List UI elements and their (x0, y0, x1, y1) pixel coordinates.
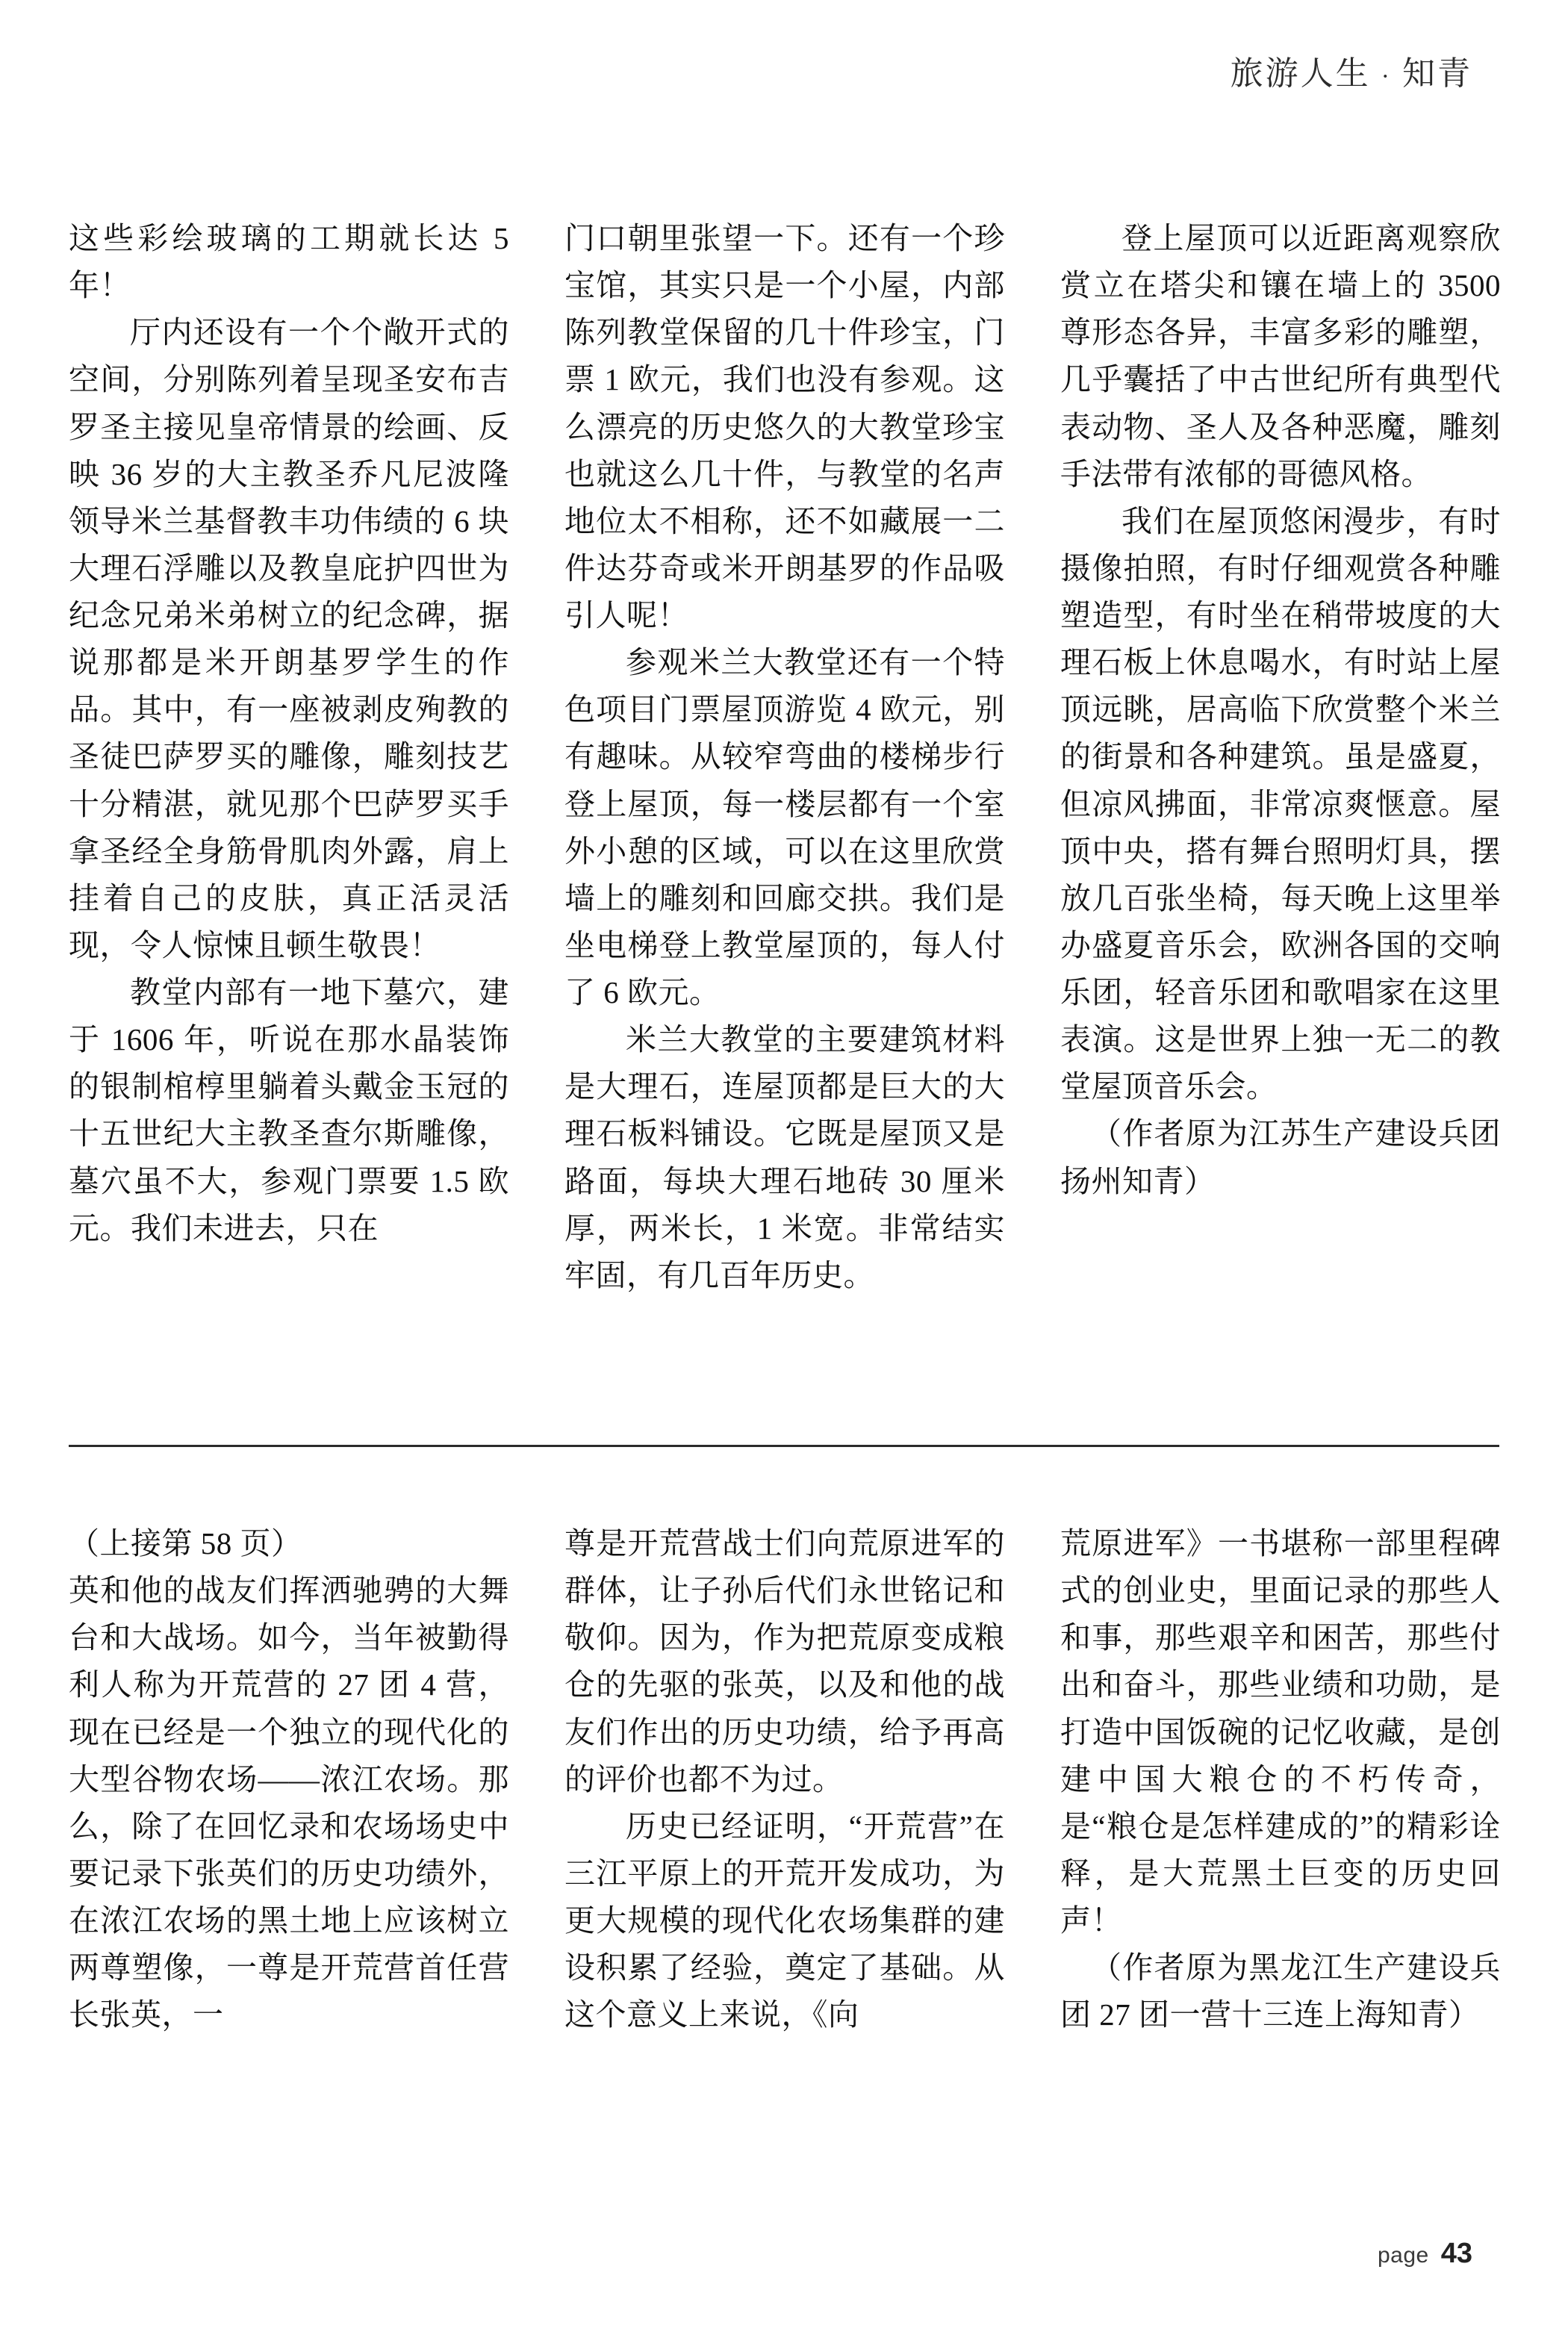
author-note: （作者原为江苏生产建设兵团扬州知青） (1060, 1116, 1501, 1198)
column-group-top (69, 215, 1499, 1299)
page-number: 43 (1440, 2238, 1472, 2269)
paragraph: 教堂内部有一地下墓穴，建于 1606 年，听说在那水晶装饰的银制棺椁里躺着头戴金玉冠的十五世纪大主教圣查尔斯雕像，墓穴虽不大，参观门票要 1.5 欧元。我们未进去，只在 (69, 975, 509, 1245)
page-label: page (1377, 2243, 1429, 2268)
paragraph: 尊是开荒营战士们向荒原进军的群体，让子孙后代们永世铭记和敬仰。因为，作为把荒原变成粮仓的先驱的张英，以及和他的战友们作出的历史功绩，给予再高的评价也都不为过。 (564, 1526, 1005, 1796)
author-note: （作者原为黑龙江生产建设兵团 27 团一营十三连上海知青） (1060, 1950, 1501, 2032)
paragraph: 历史已经证明，“开荒营”在三江平原上的开荒开发成功，为更大规模的现代化农场集群的建设积累了经验，奠定了基础。从这个意义上来说，《向 (564, 1808, 1005, 2032)
column-1 (69, 215, 509, 1299)
column-2 (564, 1520, 1005, 2038)
paragraph: 厅内还设有一个个敞开式的空间，分别陈列着呈现圣安布吉罗圣主接见皇帝情景的绘画、反映 36 岁的大主教圣乔凡尼波隆领导米兰基督教丰功伟绩的 6 块大理石浮雕以及教皇庇护四世为纪念兄弟米弟树立的纪念碑，据说那都是米开朗基罗学生的作品。其中，有一座被剥皮殉教的圣徒巴萨罗买的雕像，雕刻技艺十分精湛，就见那个巴萨罗买手拿圣经全身筋骨肌肉外露，肩上挂着自己的皮肤，真正活灵活现，令人惊悚且顿生敬畏！ (69, 315, 509, 962)
paragraph: 参观米兰大教堂还有一个特色项目门票屋顶游览 4 欧元，别有趣味。从较窄弯曲的楼梯步行登上屋顶，每一楼层都有一个室外小憩的区域，可以在这里欣赏墙上的雕刻和回廊交拱。我们是坐电梯登上教堂屋顶的，每人付了 6 欧元。 (564, 645, 1005, 1009)
paragraph: 登上屋顶可以近距离观察欣赏立在塔尖和镶在墙上的 3500 尊形态各异，丰富多彩的雕塑，几乎囊括了中古世纪所有典型代表动物、圣人及各种恶魔，雕刻手法带有浓郁的哥德风格。 (1060, 221, 1501, 491)
column-2 (564, 215, 1005, 1299)
paragraph: 米兰大教堂的主要建筑材料是大理石，连屋顶都是巨大的大理石板料铺设。它既是屋顶又是路面，每块大理石地砖 30 厘米厚，两米长，1 米宽。非常结实牢固，有几百年历史。 (564, 1022, 1005, 1292)
article-kaihuangying (69, 1520, 1499, 2038)
page-footer (1378, 2238, 1472, 2270)
paragraph: 荒原进军》一书堪称一部里程碑式的创业史，里面记录的那些人和事，那些艰辛和困苦，那些付出和奋斗，那些业绩和功勋，是打造中国饭碗的记忆收藏，是创建中国大粮仓的不朽传奇，是“粮仓是怎样建成的”的精彩诠释，是大荒黑土巨变的历史回声！ (1060, 1526, 1501, 1938)
article-milan-cathedral (69, 215, 1499, 1299)
continuation-note: （上接第 58 页） (69, 1526, 302, 1561)
paragraph: 门口朝里张望一下。还有一个珍宝馆，其实只是一个小屋，内部陈列教堂保留的几十件珍宝，门票 1 欧元，我们也没有参观。这么漂亮的历史悠久的大教堂珍宝也就这么几十件，与教堂的名声地位太不相称，还不如藏展一二件达芬奇或米开朗基罗的作品吸引人呢！ (564, 221, 1005, 632)
paragraph: 我们在屋顶悠闲漫步，有时摄像拍照，有时仔细观赏各种雕塑造型，有时坐在稍带坡度的大理石板上休息喝水，有时站上屋顶远眺，居高临下欣赏整个米兰的街景和各种建筑。虽是盛夏，但凉风拂面，非常凉爽惬意。屋顶中央，搭有舞台照明灯具，摆放几百张坐椅，每天晚上这里举办盛夏音乐会，欧洲各国的交响乐团，轻音乐团和歌唱家在这里表演。这是世界上独一无二的教堂屋顶音乐会。 (1060, 503, 1501, 1104)
header-separator: · (1381, 63, 1392, 90)
column-1 (69, 1520, 509, 2038)
paragraph: 这些彩绘玻璃的工期就长达 5 年！ (69, 221, 509, 303)
running-header (1231, 46, 1472, 94)
article-divider (69, 1445, 1499, 1447)
header-section: 旅游人生 (1230, 55, 1371, 92)
paragraph: 英和他的战友们挥洒驰骋的大舞台和大战场。如今，当年被勤得利人称为开荒营的 27 团 4 营，现在已经是一个独立的现代化的大型谷物农场——浓江农场。那么，除了在回忆录和农场场史中要记录下张英们的历史功绩外，在浓江农场的黑土地上应该树立两尊塑像，一尊是开荒营首任营长张英，一 (69, 1573, 509, 2032)
header-category: 知青 (1402, 55, 1472, 92)
column-3 (1060, 1520, 1501, 2038)
column-3 (1060, 215, 1501, 1299)
column-group-bottom (69, 1520, 1499, 2038)
